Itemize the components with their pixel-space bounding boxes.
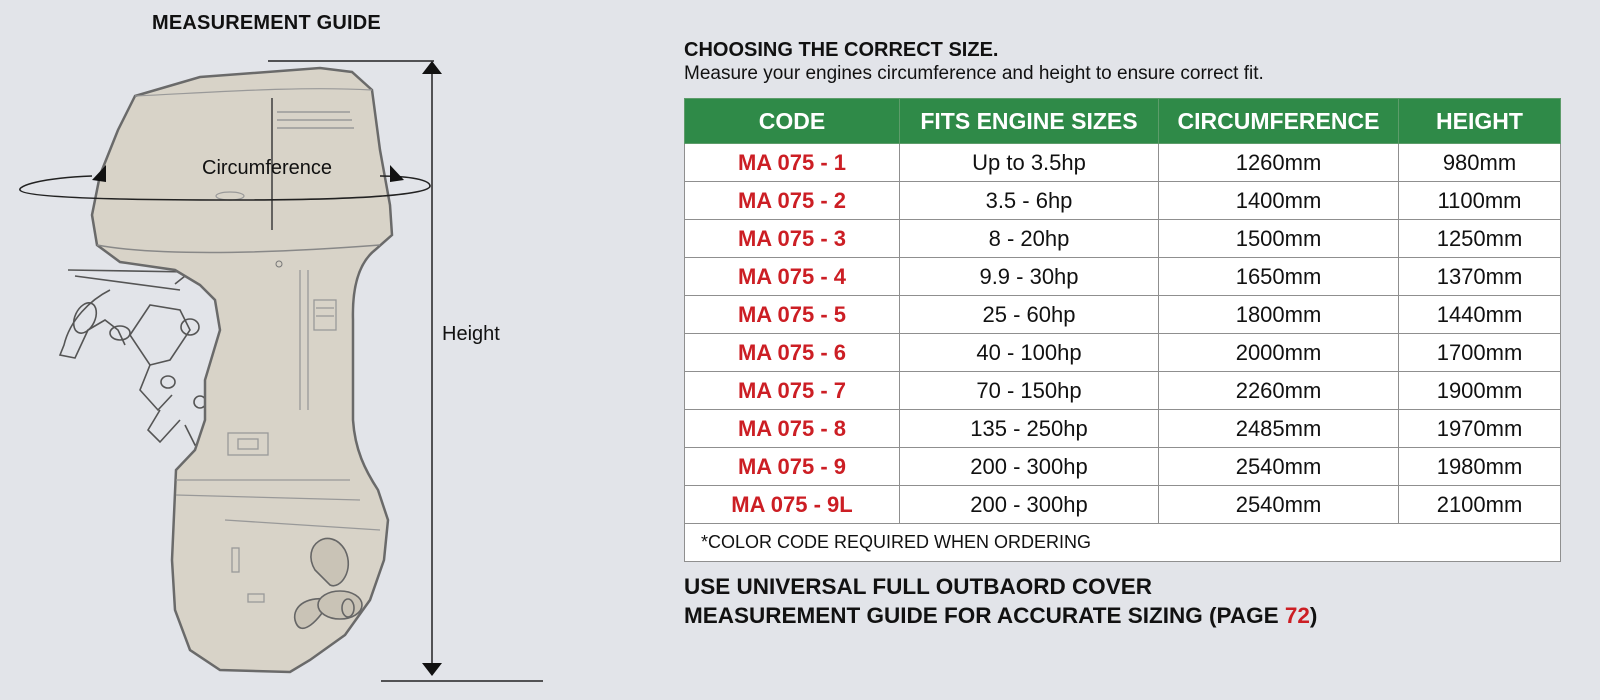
column-header-circumference: CIRCUMFERENCE xyxy=(1159,99,1399,144)
height-cell: 980mm xyxy=(1399,144,1561,182)
circumference-cell: 1400mm xyxy=(1159,182,1399,220)
code-cell: MA 075 - 4 xyxy=(685,258,900,296)
footer-line-1: USE UNIVERSAL FULL OUTBAORD COVER xyxy=(684,574,1152,599)
height-cell: 1440mm xyxy=(1399,296,1561,334)
code-cell: MA 075 - 1 xyxy=(685,144,900,182)
circumference-cell: 1800mm xyxy=(1159,296,1399,334)
height-cell: 1250mm xyxy=(1399,220,1561,258)
footer-line-2-suffix: ) xyxy=(1309,603,1318,628)
code-cell: MA 075 - 2 xyxy=(685,182,900,220)
code-cell: MA 075 - 6 xyxy=(685,334,900,372)
engine-size-cell: 25 - 60hp xyxy=(900,296,1159,334)
note-row xyxy=(685,524,1561,562)
column-header-engine-sizes: FITS ENGINE SIZES xyxy=(900,99,1159,144)
height-cell: 1970mm xyxy=(1399,410,1561,448)
table-row xyxy=(685,220,1561,258)
table-row xyxy=(685,448,1561,486)
circumference-cell: 2540mm xyxy=(1159,486,1399,524)
column-header-code: CODE xyxy=(685,99,900,144)
engine-size-cell: 200 - 300hp xyxy=(900,486,1159,524)
height-cell: 2100mm xyxy=(1399,486,1561,524)
circumference-cell: 2260mm xyxy=(1159,372,1399,410)
engine-size-cell: 9.9 - 30hp xyxy=(900,258,1159,296)
table-row xyxy=(685,182,1561,220)
size-chart-subheading: Measure your engines circumference and height to ensure correct fit. xyxy=(684,63,1264,84)
footer-line-2 xyxy=(684,601,1560,630)
size-chart-heading: CHOOSING THE CORRECT SIZE. xyxy=(684,39,999,61)
code-cell: MA 075 - 7 xyxy=(685,372,900,410)
circumference-cell: 2540mm xyxy=(1159,448,1399,486)
engine-size-cell: 135 - 250hp xyxy=(900,410,1159,448)
table-row xyxy=(685,296,1561,334)
size-chart-section xyxy=(684,38,1560,630)
code-cell: MA 075 - 9 xyxy=(685,448,900,486)
engine-size-cell: 70 - 150hp xyxy=(900,372,1159,410)
code-cell: MA 075 - 9L xyxy=(685,486,900,524)
table-header-row xyxy=(685,99,1561,144)
color-code-note: *COLOR CODE REQUIRED WHEN ORDERING xyxy=(685,524,1561,562)
table-row xyxy=(685,410,1561,448)
height-label: Height xyxy=(442,323,500,345)
page-reference: 72 xyxy=(1284,603,1310,628)
height-cell: 1700mm xyxy=(1399,334,1561,372)
footer-note xyxy=(684,572,1560,630)
engine-size-cell: Up to 3.5hp xyxy=(900,144,1159,182)
height-cell: 1900mm xyxy=(1399,372,1561,410)
table-row xyxy=(685,144,1561,182)
table-row xyxy=(685,258,1561,296)
table-row xyxy=(685,334,1561,372)
code-cell: MA 075 - 8 xyxy=(685,410,900,448)
engine-size-cell: 40 - 100hp xyxy=(900,334,1159,372)
engine-size-cell: 200 - 300hp xyxy=(900,448,1159,486)
circumference-cell: 1260mm xyxy=(1159,144,1399,182)
circumference-cell: 1650mm xyxy=(1159,258,1399,296)
code-cell: MA 075 - 3 xyxy=(685,220,900,258)
table-row xyxy=(685,372,1561,410)
code-cell: MA 075 - 5 xyxy=(685,296,900,334)
table-row xyxy=(685,486,1561,524)
circumference-cell: 2000mm xyxy=(1159,334,1399,372)
measurement-guide-title: MEASUREMENT GUIDE xyxy=(152,12,381,34)
circumference-cell: 1500mm xyxy=(1159,220,1399,258)
column-header-height: HEIGHT xyxy=(1399,99,1561,144)
height-cell: 1370mm xyxy=(1399,258,1561,296)
footer-line-2-prefix: MEASUREMENT GUIDE FOR ACCURATE SIZING (PAGE xyxy=(684,603,1285,628)
size-table xyxy=(684,98,1561,562)
circumference-cell: 2485mm xyxy=(1159,410,1399,448)
height-cell: 1100mm xyxy=(1399,182,1561,220)
height-cell: 1980mm xyxy=(1399,448,1561,486)
outboard-engine-illustration xyxy=(0,0,560,700)
engine-size-cell: 8 - 20hp xyxy=(900,220,1159,258)
circumference-label: Circumference xyxy=(202,157,333,179)
engine-size-cell: 3.5 - 6hp xyxy=(900,182,1159,220)
